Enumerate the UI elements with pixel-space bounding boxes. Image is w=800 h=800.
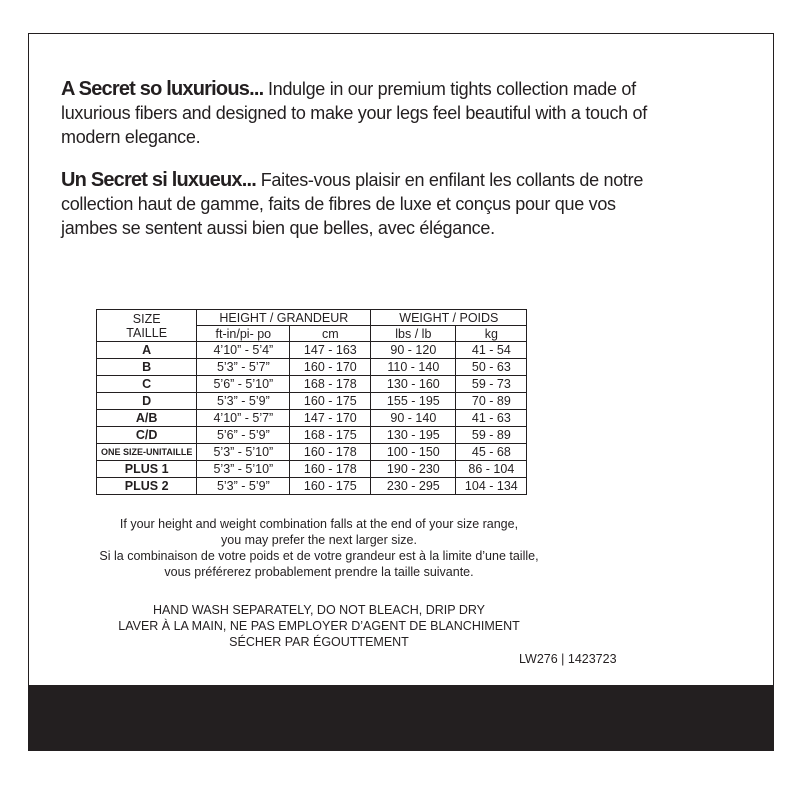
kg-cell: 45 - 68 <box>456 444 527 461</box>
lbs-cell: 130 - 160 <box>371 376 456 393</box>
lbs-cell: 90 - 120 <box>371 342 456 359</box>
size-header <box>97 310 197 342</box>
kg-cell: 59 - 73 <box>456 376 527 393</box>
kg-cell: 70 - 89 <box>456 393 527 410</box>
ftin-cell: 5’3” - 5’10” <box>197 461 290 478</box>
size-row <box>97 393 527 410</box>
ftin-cell: 5’6” - 5’9” <box>197 427 290 444</box>
ftin-cell: 5’3” - 5’9” <box>197 478 290 495</box>
intro-english-text: Indulge in our premium tights collection made of luxurious fibers and designed to make your legs feel beautiful with a touch of modern elegance. <box>61 79 647 147</box>
care-instructions <box>89 602 549 650</box>
kg-cell: 104 - 134 <box>456 478 527 495</box>
size-row <box>97 359 527 376</box>
lbs-cell: 190 - 230 <box>371 461 456 478</box>
intro-english <box>61 77 661 149</box>
ftin-cell: 4’10” - 5’7” <box>197 410 290 427</box>
care-line-3: SÉCHER PAR ÉGOUTTEMENT <box>229 635 409 649</box>
cm-cell: 160 - 170 <box>290 359 371 376</box>
size-row <box>97 410 527 427</box>
care-line-2: LAVER À LA MAIN, NE PAS EMPLOYER D’AGENT DE BLANCHIMENT <box>118 619 520 633</box>
weight-header: WEIGHT / POIDS <box>371 310 527 326</box>
size-cell: PLUS 1 <box>97 461 197 478</box>
kg-cell: 41 - 63 <box>456 410 527 427</box>
size-row <box>97 478 527 495</box>
lbs-cell: 130 - 195 <box>371 427 456 444</box>
size-header-fr: TAILLE <box>126 325 168 340</box>
fit-note <box>89 516 549 580</box>
size-cell: D <box>97 393 197 410</box>
cm-cell: 160 - 178 <box>290 444 371 461</box>
cm-cell: 160 - 178 <box>290 461 371 478</box>
care-line-1: HAND WASH SEPARATELY, DO NOT BLEACH, DRIP DRY <box>152 603 486 617</box>
intro-french-text: Faites-vous plaisir en enfilant les collants de notre collection haut de gamme, faits de fibres de luxe et conçus pour que vos jambes se sentent aussi bien que belles, avec élégance. <box>61 170 644 238</box>
height-header: HEIGHT / GRANDEUR <box>197 310 371 326</box>
ftin-header: ft-in/pi- po <box>197 326 290 342</box>
ftin-cell: 4’10” - 5’4” <box>197 342 290 359</box>
lbs-header: lbs / lb <box>371 326 456 342</box>
package-panel <box>28 33 774 751</box>
size-row <box>97 427 527 444</box>
intro-english-lead: A Secret so luxurious... <box>61 78 264 100</box>
size-cell: PLUS 2 <box>97 478 197 495</box>
intro-french-lead: Un Secret si luxueux... <box>61 169 257 191</box>
size-chart-header-row <box>97 310 527 326</box>
size-row <box>97 444 527 461</box>
cm-cell: 147 - 163 <box>290 342 371 359</box>
cm-cell: 168 - 178 <box>290 376 371 393</box>
cm-cell: 160 - 175 <box>290 478 371 495</box>
lbs-cell: 100 - 150 <box>371 444 456 461</box>
size-cell: A <box>97 342 197 359</box>
size-header-en: SIZE <box>132 311 161 326</box>
intro-french <box>61 168 661 240</box>
cm-header: cm <box>290 326 371 342</box>
fit-note-en-line1: If your height and weight combination falls at the end of your size range, <box>119 517 519 531</box>
kg-header: kg <box>456 326 527 342</box>
size-cell: C/D <box>97 427 197 444</box>
kg-cell: 86 - 104 <box>456 461 527 478</box>
size-chart-table <box>96 309 527 495</box>
size-row <box>97 342 527 359</box>
kg-cell: 59 - 89 <box>456 427 527 444</box>
kg-cell: 41 - 54 <box>456 342 527 359</box>
product-code: LW276 | 1423723 <box>519 652 617 666</box>
ftin-cell: 5’3” - 5’10” <box>197 444 290 461</box>
fit-note-en-line2: you may prefer the next larger size. <box>221 533 417 547</box>
lbs-cell: 110 - 140 <box>371 359 456 376</box>
cm-cell: 168 - 175 <box>290 427 371 444</box>
ftin-cell: 5’3” - 5’7” <box>197 359 290 376</box>
size-cell: B <box>97 359 197 376</box>
size-row <box>97 461 527 478</box>
ftin-cell: 5’6” - 5’10” <box>197 376 290 393</box>
size-cell: A/B <box>97 410 197 427</box>
cm-cell: 160 - 175 <box>290 393 371 410</box>
bottom-dark-band <box>29 685 773 750</box>
ftin-cell: 5’3” - 5’9” <box>197 393 290 410</box>
size-cell: ONE SIZE-UNITAILLE <box>97 444 197 461</box>
size-cell: C <box>97 376 197 393</box>
fit-note-fr-line2: vous préférerez probablement prendre la taille suivante. <box>164 565 474 579</box>
fit-note-fr-line1: Si la combinaison de votre poids et de votre grandeur est à la limite d’une taille, <box>99 549 539 563</box>
size-row <box>97 376 527 393</box>
cm-cell: 147 - 170 <box>290 410 371 427</box>
lbs-cell: 90 - 140 <box>371 410 456 427</box>
lbs-cell: 230 - 295 <box>371 478 456 495</box>
kg-cell: 50 - 63 <box>456 359 527 376</box>
lbs-cell: 155 - 195 <box>371 393 456 410</box>
